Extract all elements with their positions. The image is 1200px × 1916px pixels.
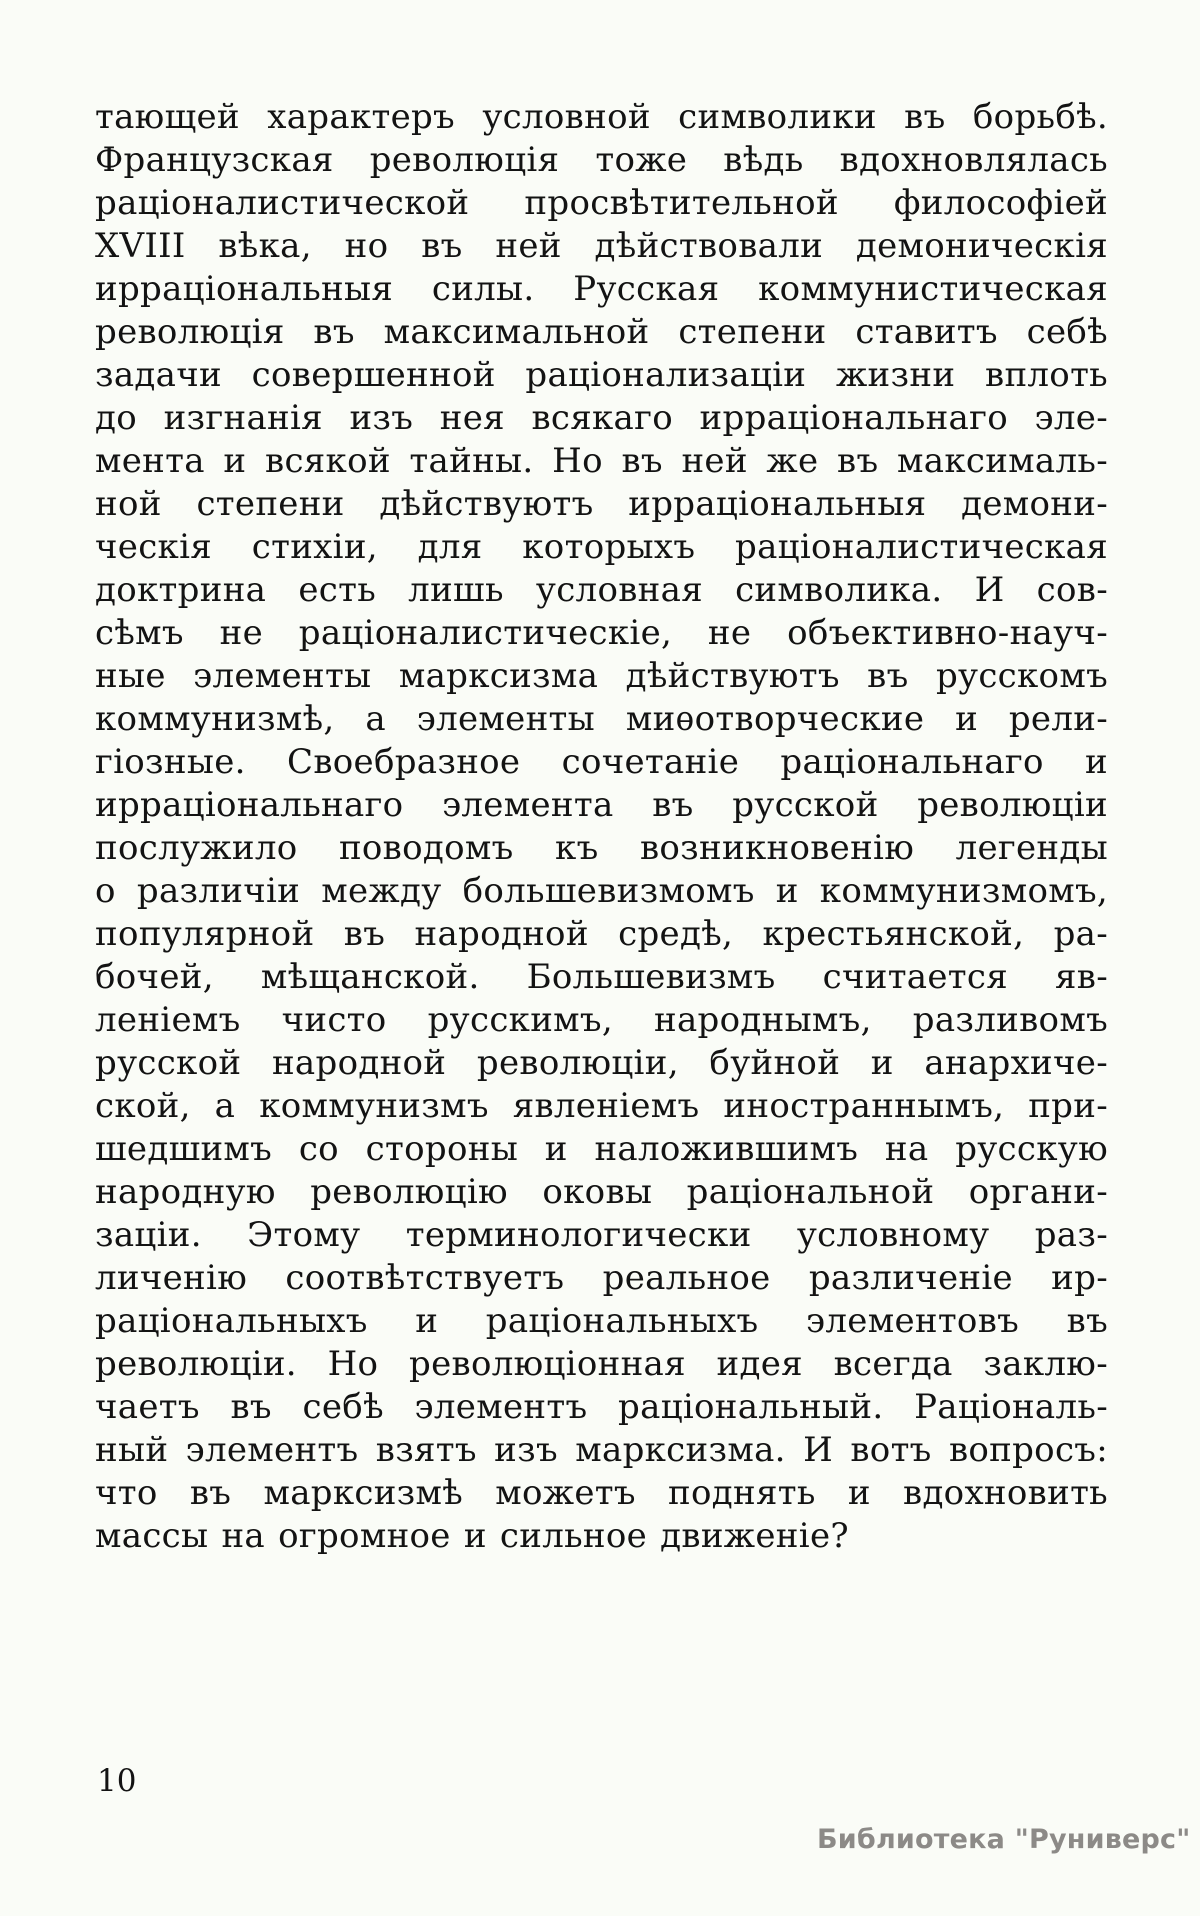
text-line: популярной въ народной средѣ, крестьянской, ра- — [95, 914, 1108, 954]
text-line: революція въ максимальной степени ставитъ себѣ — [95, 312, 1108, 352]
text-line: народную революцію оковы раціональной органи- — [95, 1172, 1108, 1212]
text-line: личенію соотвѣтствуетъ реальное различеніе ир- — [95, 1258, 1108, 1298]
text-line: тающей характеръ условной символики въ борьбѣ. — [95, 97, 1108, 137]
text-line: раціональныхъ и раціональныхъ элементовъ въ — [95, 1301, 1108, 1341]
text-line: что въ марксизмѣ можетъ поднять и вдохновить — [95, 1473, 1108, 1513]
text-line: ные элементы марксизма дѣйствуютъ въ русскомъ — [95, 656, 1108, 696]
text-line: ческія стихіи, для которыхъ раціоналистическая — [95, 527, 1108, 567]
text-line: русской народной революціи, буйной и анархиче- — [95, 1043, 1108, 1083]
text-line: ирраціональныя силы. Русская коммунистическая — [95, 269, 1108, 309]
text-line: ской, а коммунизмъ явленіемъ иностраннымъ, при- — [95, 1086, 1108, 1126]
text-line: чаетъ въ себѣ элементъ раціональный. Раціональ- — [95, 1387, 1108, 1427]
text-line: массы на огромное и сильное движеніе? — [95, 1516, 849, 1556]
text-line: XVIII вѣка, но въ ней дѣйствовали демоническія — [95, 226, 1108, 266]
text-line: раціоналистической просвѣтительной философіей — [95, 183, 1108, 223]
text-line: ный элементъ взятъ изъ марксизма. И вотъ вопросъ: — [95, 1430, 1108, 1470]
library-watermark: Библиотека "Руниверс" — [817, 1824, 1191, 1855]
text-line: доктрина есть лишь условная символика. И сов- — [95, 570, 1108, 610]
text-line: сѣмъ не раціоналистическіе, не объективно-науч- — [95, 613, 1108, 653]
text-line: гіозные. Своебразное сочетаніе раціональнаго и — [95, 742, 1108, 782]
text-line: задачи совершенной раціонализаціи жизни вплоть — [95, 355, 1108, 395]
text-line: коммунизмѣ, а элементы миѳотворческие и рели- — [95, 699, 1108, 739]
text-line: до изгнанія изъ нея всякаго ирраціональнаго эле- — [95, 398, 1108, 438]
page-number: 10 — [97, 1763, 137, 1799]
text-line: бочей, мѣщанской. Большевизмъ считается яв- — [95, 957, 1108, 997]
text-line: шедшимъ со стороны и наложившимъ на русскую — [95, 1129, 1108, 1169]
text-line: леніемъ чисто русскимъ, народнымъ, разливомъ — [95, 1000, 1108, 1040]
text-line: послужило поводомъ къ возникновенію легенды — [95, 828, 1108, 868]
text-line: мента и всякой тайны. Но въ ней же въ максималь- — [95, 441, 1108, 481]
text-line: революціи. Но революціонная идея всегда заклю- — [95, 1344, 1108, 1384]
body-text — [95, 96, 1108, 1558]
text-line: ной степени дѣйствуютъ ирраціональныя демони- — [95, 484, 1108, 524]
text-line: о различіи между большевизмомъ и коммунизмомъ, — [95, 871, 1108, 911]
text-line: заціи. Этому терминологически условному раз- — [95, 1215, 1108, 1255]
text-line: Французская революція тоже вѣдь вдохновлялась — [95, 140, 1108, 180]
text-line: ирраціональнаго элемента въ русской революціи — [95, 785, 1108, 825]
